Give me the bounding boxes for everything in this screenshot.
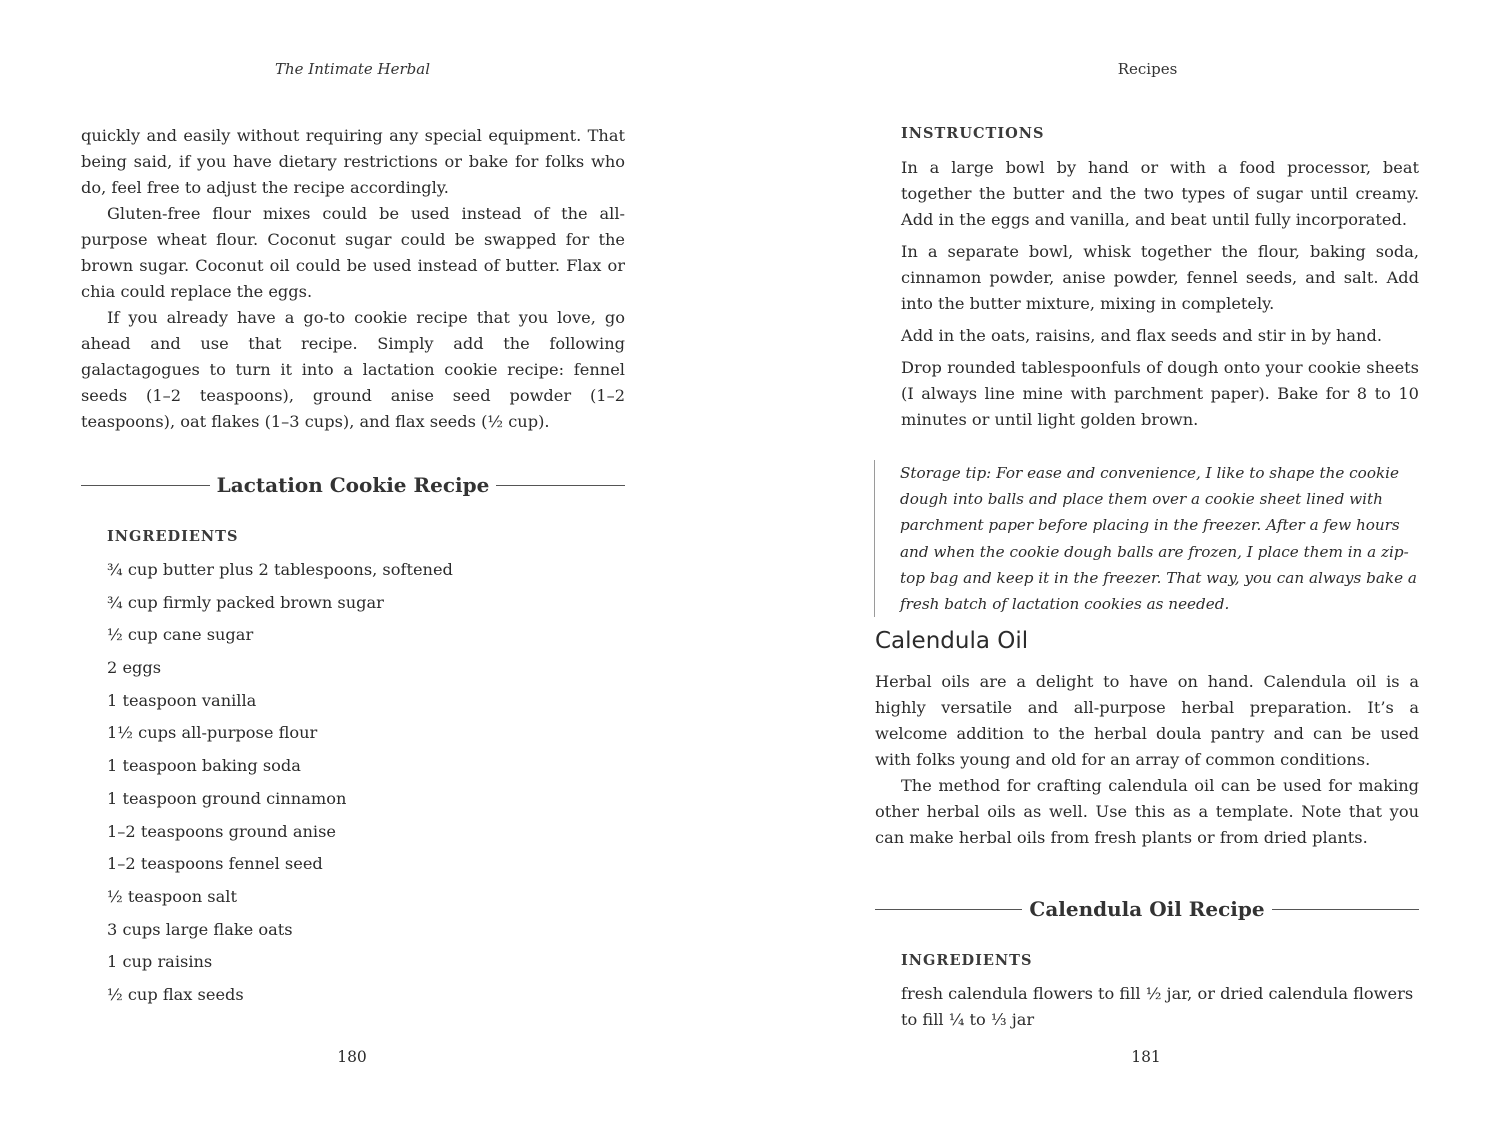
title-rule-left bbox=[875, 909, 1022, 910]
title-rule-right bbox=[496, 485, 625, 486]
ingredients-list bbox=[107, 557, 453, 1015]
list-item: ¾ cup butter plus 2 tablespoons, softened bbox=[107, 560, 453, 579]
list-item: ½ cup flax seeds bbox=[107, 984, 244, 1004]
paragraph: Herbal oils are a delight to have on hand. Calendula oil is a highly versatile and all-purpose herbal preparation. It’s a welcome addition to the herbal doula pantry and can be used with folks young and old for an array of common conditions. bbox=[875, 672, 1419, 769]
calendula-ingredients bbox=[901, 981, 1421, 1033]
list-item: 1½ cups all-purpose flour bbox=[107, 723, 318, 743]
ingredient-text: fresh calendula flowers to fill ½ jar, or dried calendula flowers to fill ¼ to ⅓ jar bbox=[901, 984, 1414, 1029]
list-item: 1 teaspoon vanilla bbox=[107, 690, 257, 710]
running-head-right: Recipes bbox=[1117, 60, 1178, 78]
instructions-heading: INSTRUCTIONS bbox=[901, 125, 1045, 142]
list-item: ½ cup cane sugar bbox=[107, 625, 254, 645]
section-heading: Calendula Oil bbox=[875, 628, 1029, 654]
instruction-step: Drop rounded tablespoonfuls of dough onto your cookie sheets (I always line mine with parchment paper). Bake for 8 to 10 minutes or until light golden brown. bbox=[901, 358, 1419, 429]
list-item: 2 eggs bbox=[107, 658, 162, 678]
instructions bbox=[901, 155, 1419, 439]
page-number-left: 180 bbox=[337, 1048, 367, 1066]
list-item: 3 cups large flake oats bbox=[107, 919, 293, 939]
recipe-title-text: Calendula Oil Recipe bbox=[1029, 897, 1265, 921]
title-rule-left bbox=[81, 485, 210, 486]
calendula-text bbox=[875, 669, 1419, 851]
intro-text bbox=[81, 123, 625, 435]
storage-tip: Storage tip: For ease and convenience, I like to shape the cookie dough into balls and place them over a cookie sheet lined with parchment paper before placing in the freezer. After a few hours and when the cookie dough balls are frozen, I place them in a zip-top bag and keep it in the freezer. That way, you can always bake a fresh batch of lactation cookies as needed. bbox=[874, 460, 1418, 617]
title-rule-right bbox=[1272, 909, 1419, 910]
list-item: 1–2 teaspoons ground anise bbox=[107, 821, 336, 841]
paragraph: If you already have a go-to cookie recipe that you love, go ahead and use that recipe. Simply add the following galactagogues to turn it into a lactation cookie recipe: fennel seeds (1–2 teaspoons), ground anise seed powder (1–2 teaspoons), oat flakes (1–3 cups), and flax seeds (½ cup). bbox=[81, 308, 625, 431]
page-number-right: 181 bbox=[1131, 1048, 1161, 1066]
paragraph: The method for crafting calendula oil can be used for making other herbal oils as well. Use this as a template. Note that you can make herbal oils from fresh plants or from dried plants. bbox=[875, 776, 1419, 847]
instruction-step: In a large bowl by hand or with a food processor, beat together the butter and the two types of sugar until creamy. Add in the eggs and vanilla, and beat until fully incorporated. bbox=[901, 158, 1419, 229]
list-item: ¾ cup firmly packed brown sugar bbox=[107, 592, 384, 612]
instruction-step: In a separate bowl, whisk together the flour, baking soda, cinnamon powder, anise powder, fennel seeds, and salt. Add into the butter mixture, mixing in completely. bbox=[901, 242, 1419, 313]
ingredients-heading: INGREDIENTS bbox=[901, 952, 1033, 969]
running-head-left: The Intimate Herbal bbox=[274, 60, 431, 78]
list-item: 1 teaspoon ground cinnamon bbox=[107, 788, 347, 808]
paragraph: quickly and easily without requiring any special equipment. That being said, if you have dietary restrictions or bake for folks who do, feel free to adjust the recipe accordingly. bbox=[81, 126, 625, 197]
right-page bbox=[750, 0, 1500, 1125]
recipe-title-cookie bbox=[81, 470, 625, 500]
recipe-title-calendula bbox=[875, 894, 1419, 924]
paragraph: Gluten-free flour mixes could be used instead of the all-purpose wheat flour. Coconut sugar could be swapped for the brown sugar. Coconut oil could be used instead of butter. Flax or chia could replace the eggs. bbox=[81, 204, 625, 301]
list-item: 1–2 teaspoons fennel seed bbox=[107, 854, 323, 874]
list-item: 1 cup raisins bbox=[107, 952, 213, 972]
instruction-step: Add in the oats, raisins, and flax seeds and stir in by hand. bbox=[901, 326, 1382, 345]
list-item: 1 teaspoon baking soda bbox=[107, 756, 301, 776]
list-item: ½ teaspoon salt bbox=[107, 886, 237, 906]
recipe-title-text: Lactation Cookie Recipe bbox=[216, 473, 490, 497]
ingredients-heading: INGREDIENTS bbox=[107, 528, 239, 545]
